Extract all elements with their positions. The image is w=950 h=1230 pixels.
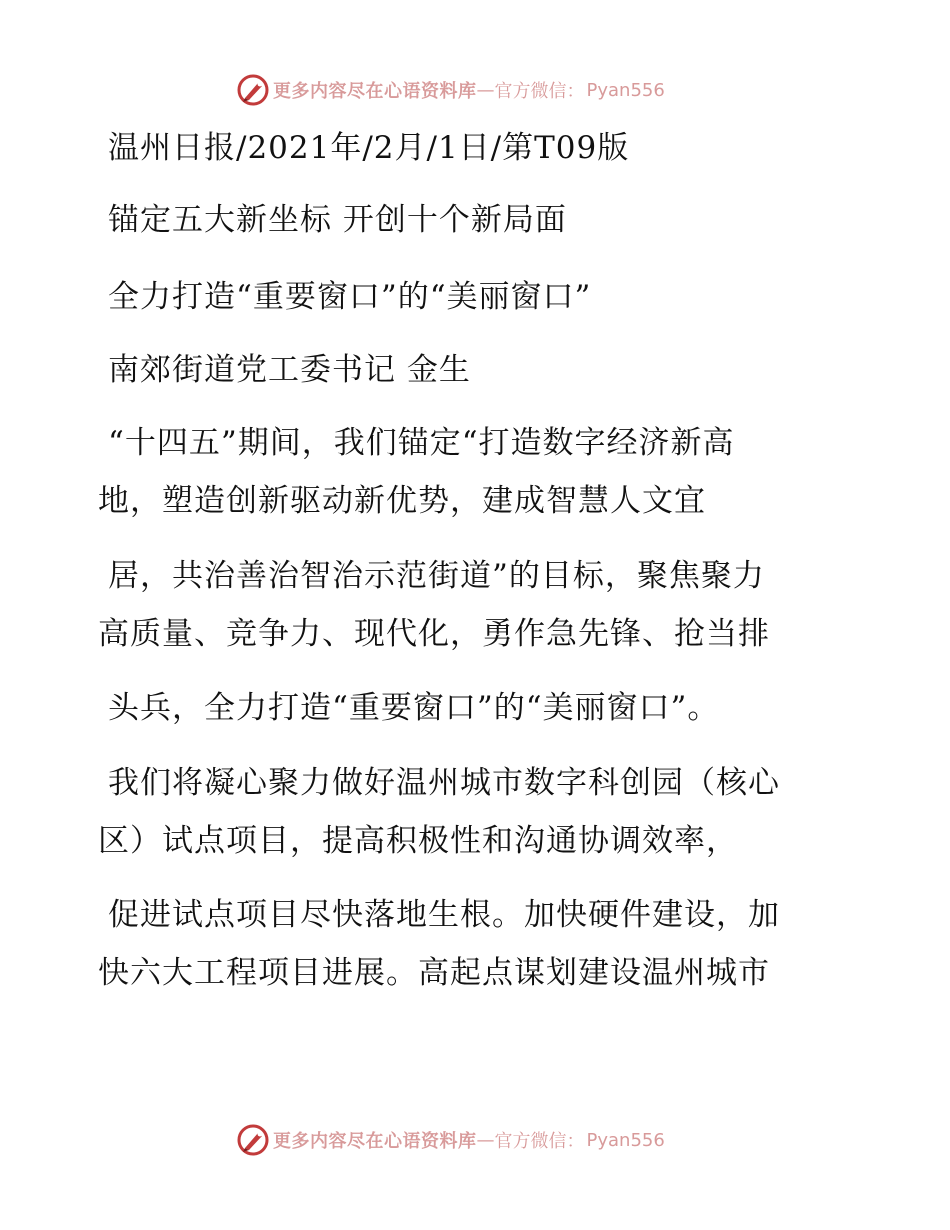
watermark-dash: — bbox=[476, 1129, 495, 1151]
headline: 锚定五大新坐标 开创十个新局面 bbox=[108, 202, 567, 238]
body-line: 促进试点项目尽快落地生根。加快硬件建设，加 bbox=[108, 897, 780, 933]
watermark-wechat-label: 官方微信： bbox=[494, 1131, 585, 1152]
body-line: 地，塑造创新驱动新优势，建成智慧人文宜 bbox=[98, 483, 706, 519]
body-line: “十四五”期间，我们锚定“打造数字经济新高 bbox=[108, 425, 735, 461]
pen-logo-icon bbox=[236, 1123, 270, 1157]
watermark-wechat-label: 官方微信： bbox=[494, 81, 585, 102]
source-line: 温州日报/2021年/2月/1日/第T09版 bbox=[108, 130, 630, 166]
watermark-wechat-id: Pyan556 bbox=[586, 1129, 665, 1151]
watermark-text: 更多内容尽在心语资料库 bbox=[273, 1131, 477, 1152]
subheadline: 全力打造“重要窗口”的“美丽窗口” bbox=[108, 279, 592, 315]
byline: 南郊街道党工委书记 金生 bbox=[108, 352, 471, 388]
pen-logo-icon bbox=[236, 73, 270, 107]
body-line: 区）试点项目，提高积极性和沟通协调效率， bbox=[98, 823, 738, 859]
body-line: 我们将凝心聚力做好温州城市数字科创园（核心 bbox=[108, 765, 780, 801]
body-line: 居，共治善治智治示范街道”的目标，聚焦聚力 bbox=[108, 558, 765, 594]
watermark-dash: — bbox=[476, 79, 495, 101]
body-line: 快六大工程项目进展。高起点谋划建设温州城市 bbox=[98, 955, 770, 991]
body-line: 头兵，全力打造“重要窗口”的“美丽窗口”。 bbox=[108, 690, 720, 726]
footer-watermark bbox=[236, 1122, 665, 1158]
header-watermark bbox=[236, 72, 665, 108]
watermark-wechat-id: Pyan556 bbox=[586, 79, 665, 101]
body-line: 高质量、竞争力、现代化，勇作急先锋、抢当排 bbox=[98, 616, 770, 652]
watermark-text: 更多内容尽在心语资料库 bbox=[273, 81, 477, 102]
